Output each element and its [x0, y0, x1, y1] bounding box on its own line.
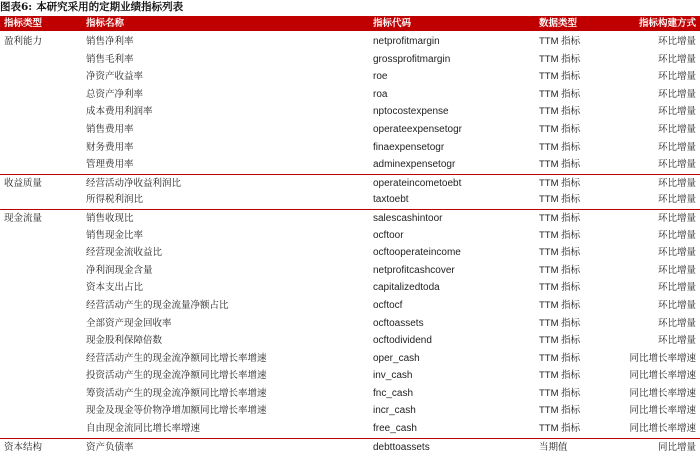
cell-data-type: 当期值 [539, 441, 568, 453]
table-row [0, 191, 700, 209]
cell-method: 环比增量 [657, 53, 696, 65]
cell-method: 环比增量 [657, 317, 696, 329]
cell-name: 净利润现金含量 [86, 264, 153, 276]
cell-name: 现金及现金等价物净增加额同比增长率增速 [86, 405, 267, 417]
cell-data-type: TTM 指标 [539, 106, 581, 118]
cell-name: 投资活动产生的现金流净额同比增长率增速 [86, 370, 267, 382]
cell-method: 同比增长率增速 [629, 387, 696, 399]
table-row [0, 174, 700, 192]
cell-method: 环比增量 [657, 141, 696, 153]
cell-method: 同比增长率增速 [629, 423, 696, 435]
table-row [0, 209, 700, 227]
cell-code: roe [373, 71, 388, 83]
cell-data-type: TTM 指标 [539, 335, 581, 347]
table-row [0, 367, 700, 385]
cell-code: incr_cash [373, 405, 416, 417]
cell-data-type: TTM 指标 [539, 229, 581, 241]
cell-name: 净资产收益率 [86, 71, 144, 83]
table-row [0, 86, 700, 104]
header-category: 指标类型 [4, 18, 43, 29]
cell-method: 环比增量 [657, 159, 696, 171]
cell-method: 环比增量 [657, 282, 696, 294]
table-row [0, 139, 700, 157]
table-row [0, 156, 700, 174]
cell-data-type: TTM 指标 [539, 194, 581, 206]
cell-name: 经营活动净收益利润比 [86, 177, 182, 189]
cell-method: 环比增量 [657, 71, 696, 83]
cell-method: 环比增量 [657, 247, 696, 259]
table-row [0, 103, 700, 121]
cell-data-type: TTM 指标 [539, 141, 581, 153]
cell-method: 环比增量 [657, 36, 696, 47]
cell-name: 总资产净利率 [86, 88, 144, 100]
cell-name: 所得税利润比 [86, 194, 144, 206]
cell-category: 收益质量 [4, 177, 43, 189]
cell-category: 资本结构 [4, 441, 43, 453]
cell-code: finaexpensetogr [373, 141, 445, 153]
cell-method: 环比增量 [657, 299, 696, 311]
cell-code: inv_cash [373, 370, 413, 382]
table-row [0, 51, 700, 69]
cell-code: netprofitcashcover [373, 264, 455, 276]
cell-data-type: TTM 指标 [539, 264, 581, 276]
cell-name: 现金股利保障倍数 [86, 335, 163, 347]
cell-data-type: TTM 指标 [539, 423, 581, 435]
table-row [0, 279, 700, 297]
cell-method: 同比增长率增速 [629, 405, 696, 417]
cell-code: adminexpensetogr [373, 159, 456, 171]
cell-method: 环比增量 [657, 106, 696, 118]
cell-name: 自由现金流同比增长率增速 [86, 423, 201, 435]
cell-name: 销售净利率 [86, 36, 134, 47]
cell-name: 经营活动产生的现金流量净额占比 [86, 299, 229, 311]
cell-code: ocftodividend [373, 335, 432, 347]
cell-code: operateexpensetogr [373, 123, 462, 135]
cell-data-type: TTM 指标 [539, 123, 581, 135]
cell-data-type: TTM 指标 [539, 317, 581, 329]
cell-code: nptocostexpense [373, 106, 449, 118]
cell-name: 资本支出占比 [86, 282, 144, 294]
table-caption [0, 0, 700, 14]
table-row [0, 244, 700, 262]
cell-code: salescashintoor [373, 212, 443, 224]
cell-data-type: TTM 指标 [539, 387, 581, 399]
cell-data-type: TTM 指标 [539, 71, 581, 83]
cell-method: 环比增量 [657, 194, 696, 206]
cell-name: 全部资产现金回收率 [86, 317, 172, 329]
table-body [0, 33, 700, 455]
cell-data-type: TTM 指标 [539, 352, 581, 364]
cell-code: taxtoebt [373, 194, 409, 206]
table-row [0, 227, 700, 245]
cell-method: 环比增量 [657, 335, 696, 347]
cell-method: 同比增长率增速 [629, 370, 696, 382]
cell-name: 经营现金流收益比 [86, 247, 163, 259]
cell-data-type: TTM 指标 [539, 212, 581, 224]
table-row [0, 420, 700, 438]
cell-code: ocftoassets [373, 317, 424, 329]
table-row [0, 402, 700, 420]
cell-method: 同比增长率增速 [629, 352, 696, 364]
cell-data-type: TTM 指标 [539, 247, 581, 259]
cell-code: oper_cash [373, 352, 420, 364]
cell-method: 环比增量 [657, 264, 696, 276]
table-row [0, 385, 700, 403]
cell-name: 筹资活动产生的现金流净额同比增长率增速 [86, 387, 267, 399]
cell-method: 环比增量 [657, 123, 696, 135]
cell-code: ocftoor [373, 229, 404, 241]
table-row [0, 438, 700, 456]
cell-data-type: TTM 指标 [539, 88, 581, 100]
cell-category: 现金流量 [4, 212, 43, 224]
table-row [0, 297, 700, 315]
cell-name: 销售费用率 [86, 123, 134, 135]
cell-code: netprofitmargin [373, 36, 440, 47]
cell-data-type: TTM 指标 [539, 282, 581, 294]
cell-method: 环比增量 [657, 177, 696, 189]
cell-code: operateincometoebt [373, 177, 462, 189]
table-header [0, 16, 700, 31]
cell-data-type: TTM 指标 [539, 370, 581, 382]
cell-name: 成本费用利润率 [86, 106, 153, 118]
table-row [0, 33, 700, 51]
cell-name: 销售收现比 [86, 212, 134, 224]
table-row [0, 315, 700, 333]
cell-code: capitalizedtoda [373, 282, 440, 294]
table-row [0, 332, 700, 350]
cell-method: 环比增量 [657, 212, 696, 224]
cell-code: ocftooperateincome [373, 247, 461, 259]
cell-data-type: TTM 指标 [539, 36, 581, 47]
cell-method: 环比增量 [657, 88, 696, 100]
cell-code: ocftocf [373, 299, 403, 311]
caption-label: 图表6: [0, 1, 33, 13]
table-row [0, 262, 700, 280]
table-row [0, 121, 700, 139]
table-row [0, 68, 700, 86]
cell-data-type: TTM 指标 [539, 53, 581, 65]
cell-name: 资产负债率 [86, 441, 134, 453]
cell-code: debttoassets [373, 441, 430, 453]
cell-code: grossprofitmargin [373, 53, 451, 65]
cell-data-type: TTM 指标 [539, 405, 581, 417]
cell-code: fnc_cash [373, 387, 414, 399]
header-data-type: 数据类型 [539, 18, 578, 29]
table-row [0, 350, 700, 368]
cell-name: 经营活动产生的现金流净额同比增长率增速 [86, 352, 267, 364]
cell-data-type: TTM 指标 [539, 177, 581, 189]
header-method: 指标构建方式 [638, 18, 696, 29]
cell-code: free_cash [373, 423, 417, 435]
cell-name: 销售现金比率 [86, 229, 144, 241]
cell-data-type: TTM 指标 [539, 159, 581, 171]
caption-title: 本研究采用的定期业绩指标列表 [36, 1, 184, 13]
cell-name: 财务费用率 [86, 141, 134, 153]
cell-name: 管理费用率 [86, 159, 134, 171]
header-code: 指标代码 [373, 18, 412, 29]
cell-data-type: TTM 指标 [539, 299, 581, 311]
cell-code: roa [373, 88, 388, 100]
cell-name: 销售毛利率 [86, 53, 134, 65]
cell-category: 盈利能力 [4, 36, 43, 47]
cell-method: 环比增量 [657, 229, 696, 241]
cell-method: 同比增量 [657, 441, 696, 453]
header-name: 指标名称 [86, 18, 125, 29]
